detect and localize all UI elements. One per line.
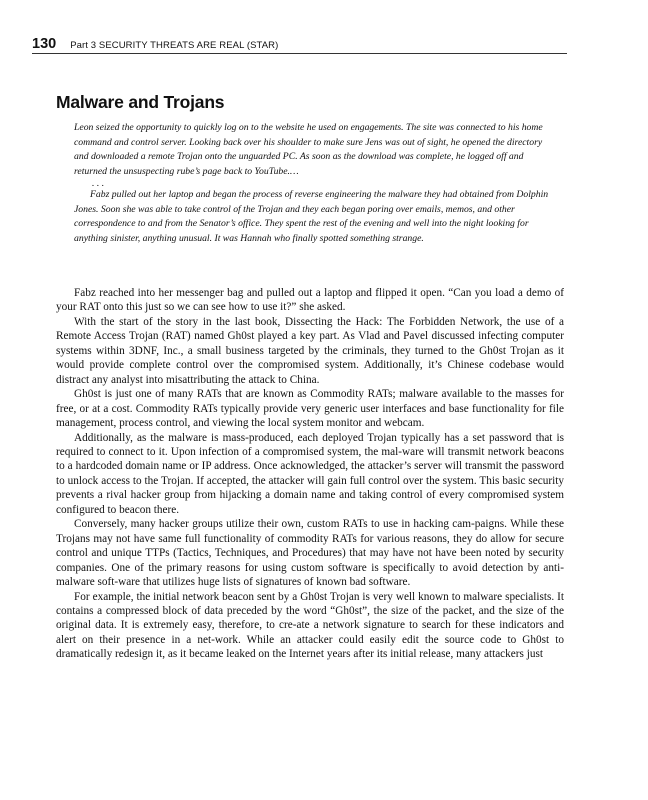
running-head [32,36,567,52]
body-paragraph: Fabz reached into her messenger bag and pulled out a laptop and flipped it open. “Can you load a demo of your RAT onto this just so we can see how to use it?” she asked. [56,287,564,314]
section-title: Malware and Trojans [56,92,225,112]
excerpt-paragraph: Fabz pulled out her laptop and began the process of reverse engineering the malware they had obtained from Dolphin Jones. Soon she was able to take control of the Trojan and they each began poring over emails, memos, and other correspondence to and from the Senator’s office. They spent the rest of the evening and well into the night looking for anything sinister, anything unusual. It was Hannah who finally spotted something strange. [74,189,549,244]
body-paragraph: Conversely, many hacker groups utilize their own, custom RATs to use in hacking cam-paigns. While these Trojans may not have same full functionality of commodity RATs for various reasons, they do allow for secure control and unique TTPs (Tactics, Techniques, and Procedures) that may have not have been noted by security companies. One of the primary reasons for using custom software is specifically to avoid detection by anti-malware soft-ware that utilizes huge lists of signatures of known bad software. [56,518,564,589]
body-paragraph: Gh0st is just one of many RATs that are known as Commodity RATs; malware available to the masses for free, or at a cost. Commodity RATs typically provide very generic user interfaces and base functionality for file management, process control, and viewing the local system monitor and webcam. [56,388,564,430]
page-number: 130 [32,36,57,52]
header-rule [32,53,567,54]
part-title: Part 3 SECURITY THREATS ARE REAL (STAR) [70,40,279,51]
body-paragraph: With the start of the story in the last book, Dissecting the Hack: The Forbidden Network, the use of a Remote Access Trojan (RAT) named Gh0st played a key part. As Vlad and Pavel discussed infecting computer systems within 3DNF, Inc., a small business targeted by the criminals, they turned to the Gh0st Trojan as it would provide complete control over the compromised system. Additionally, it’s Chinese codebase would distract any analyst into misattributing the attack to China. [56,315,564,386]
body-paragraph: For example, the initial network beacon sent by a Gh0st Trojan is very well known to malware specialists. It contains a compressed block of data preceded by the word “Gh0st”, the size of the packet, and the size of the original data. It is extremely easy, therefore, to cre-ate a network signature to search for these indicators and alert on their presence in a net-work. While an attacker could easily edit the source code to Gh0st to dramatically redesign it, as it became leaked on the Internet years after its initial release, many attackers just [56,590,564,661]
body-paragraph: Additionally, as the malware is mass-produced, each deployed Trojan typically has a set password that is required to connect to it. Upon infection of a compromised system, the mal-ware will transmit network beacons to a hardcoded domain name or IP address. Once acknowledged, the attacker’s server will transmit the password to unlock access to the Trojan. If accepted, the attacker will gain full control over the system. This basic security prevents a rival hacker group from hijacking a domain name and taking control of every compromised system configured to beacon there. [56,431,564,516]
excerpt-paragraph: Leon seized the opportunity to quickly log on to the website he used on engagements. The site was connected to his home command and control server. Looking back over his shoulder to make sure Jens was out of sight, he opened the directory and downloaded a remote Trojan onto the unguarded PC. As soon as the download was complete, he logged off and returned the unsuspecting rube’s page back to YouTube.… [74,122,543,177]
body-text [56,286,564,662]
excerpt-ellipsis: . . . [92,178,105,189]
story-excerpt [74,121,549,246]
